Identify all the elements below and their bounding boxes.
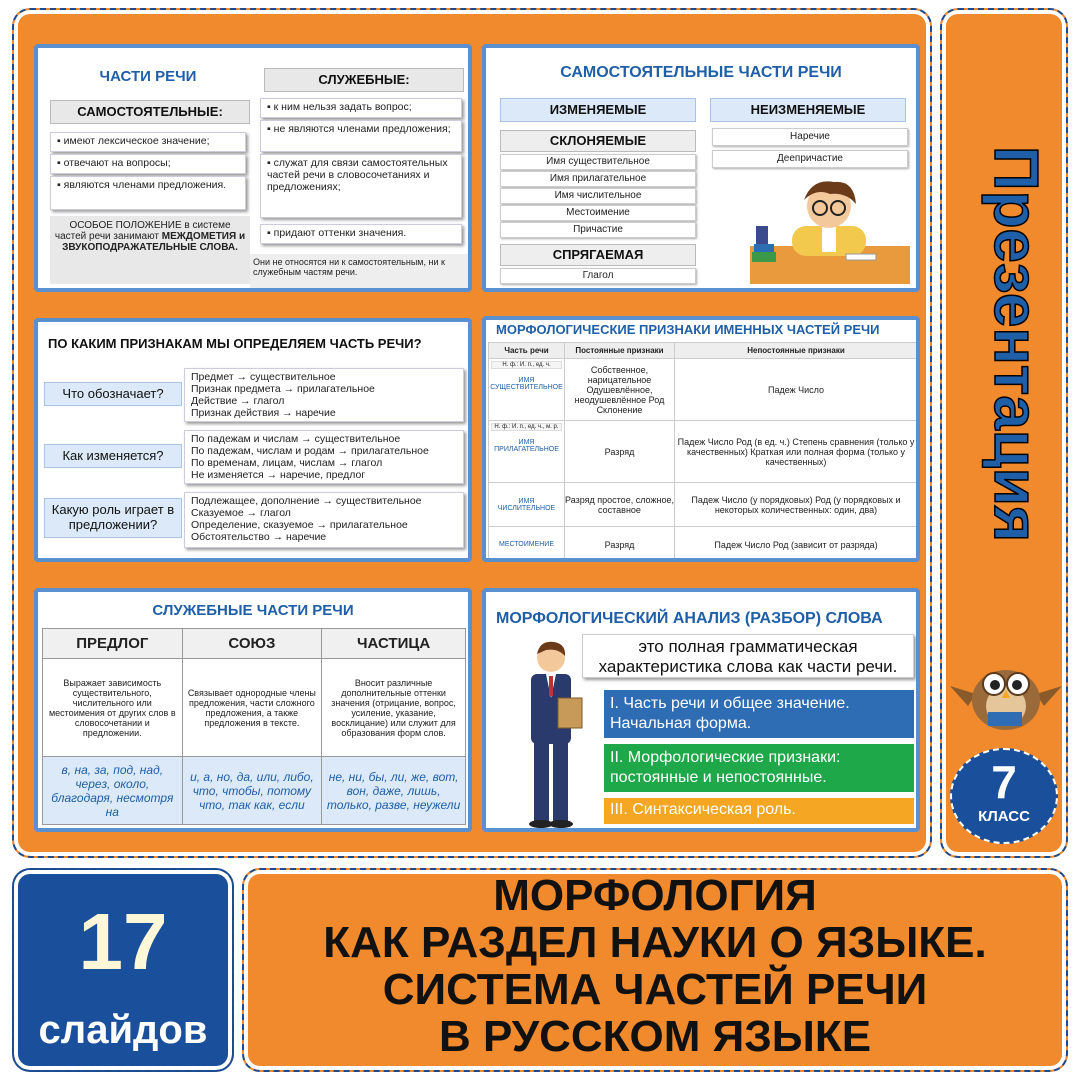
list-item: Причастие — [500, 222, 696, 238]
slide-nominal-features — [482, 316, 920, 562]
column-header: ЧАСТИЦА — [322, 629, 466, 659]
list-item: Имя существительное — [500, 154, 696, 170]
independent-header: САМОСТОЯТЕЛЬНЫЕ: — [50, 100, 250, 124]
list-item: Имя числительное — [500, 188, 696, 204]
unchangeable-header: НЕИЗМЕНЯЕМЫЕ — [710, 98, 906, 122]
slide-count: 17 — [78, 897, 168, 986]
list-item: ▪ не являются членами предложения; — [260, 120, 462, 152]
question-label: Какую роль играет в предложении? — [44, 498, 182, 538]
student-illustration — [742, 174, 912, 286]
list-item: ▪ имеют лексическое значение; — [50, 132, 246, 152]
answer-box: По падежам и числам → существительное По падежам, числам и родам → прилагательное По временам, лицам, числам → глагол Не изменяется → наречие, предлог — [184, 430, 464, 484]
table-row: Н. ф.: И. п., ед. ч. ИМЯ СУЩЕСТВИТЕЛЬНОЕ Собственное, нарицательное Одушевлённое, неодушевлённое Род Склонение Падеж Число — [489, 359, 918, 421]
column-header: Постоянные признаки — [565, 343, 675, 359]
answer-box: Подлежащее, дополнение → существительное Сказуемое → глагол Определение, сказуемое → прилагательное Обстоятельство → наречие — [184, 492, 464, 548]
teacher-illustration — [506, 636, 596, 832]
slide-morph-analysis — [482, 588, 920, 832]
slide-count-label: слайдов — [38, 1008, 208, 1052]
column-header: ПРЕДЛОГ — [43, 629, 183, 659]
list-item: ▪ отвечают на вопросы; — [50, 154, 246, 174]
list-item: ▪ придают оттенки значения. — [260, 224, 462, 244]
note-text: Они не относятся ни к самостоятельным, ни к служебным частям речи. — [250, 254, 468, 288]
answer-box: Предмет → существительное Признак предмета → прилагательное Действие → глагол Признак действия → наречие — [184, 368, 464, 422]
grade-label: КЛАСС — [978, 808, 1030, 825]
list-item: Деепричастие — [712, 150, 908, 168]
column-header: Непостоянные признаки — [675, 343, 918, 359]
slide-service-parts — [34, 588, 472, 832]
slide-title: МОРФОЛОГИЧЕСКИЕ ПРИЗНАКИ ИМЕННЫХ ЧАСТЕЙ РЕЧИ — [496, 322, 880, 337]
column-header: СОЮЗ — [182, 629, 322, 659]
table-row: МЕСТОИМЕНИЕ Разряд Падеж Число Род (зависит от разряда) — [489, 527, 918, 563]
column-header: Часть речи — [489, 343, 565, 359]
step-three: III. Синтаксическая роль. — [604, 798, 914, 824]
table-row: в, на, за, под, над, через, около, благодаря, несмотря на и, а, но, да, или, либо, что, чтобы, потому что, так как, если не, ни, бы, ли, же, вот, вон, даже, лишь, только, разве, неужели — [43, 757, 466, 825]
slide-title: ЧАСТИ РЕЧИ — [99, 68, 197, 85]
slide-title: МОРФОЛОГИЧЕСКИЙ АНАЛИЗ (РАЗБОР) СЛОВА — [496, 610, 883, 627]
vertical-word: Презентация — [981, 145, 1050, 543]
grade-number: 7 — [991, 756, 1017, 808]
step-two: II. Морфологические признаки: постоянные и непостоянные. — [604, 744, 914, 792]
list-item: ▪ являются членами предложения. — [50, 176, 246, 210]
table-row: Выражает зависимость существительного, числительного или местоимения от других слов в словосочетании и предложении. Связывает однородные члены предложения, части сложного предложения, а также предложения в тексте. Вносит различные дополнительные оттенки значения (отрицание, вопрос, усиление, указание, восклицание) или служит для образования форм слов. — [43, 659, 466, 757]
declinable-header: СКЛОНЯЕМЫЕ — [500, 130, 696, 152]
list-item: Имя прилагательное — [500, 171, 696, 187]
service-header: СЛУЖЕБНЫЕ: — [264, 68, 464, 92]
list-item: Наречие — [712, 128, 908, 146]
owl-icon — [948, 646, 1064, 736]
list-item: ▪ к ним нельзя задать вопрос; — [260, 98, 462, 118]
slide-title: САМОСТОЯТЕЛЬНЫЕ ЧАСТИ РЕЧИ — [560, 64, 842, 81]
feature-row — [44, 492, 468, 548]
title-line: КАК РАЗДЕЛ НАУКИ О ЯЗЫКЕ. — [323, 918, 987, 967]
main-title — [250, 872, 1060, 1060]
question-label: Как изменяется? — [44, 444, 182, 468]
grade-badge — [950, 748, 1058, 844]
conjugated-header: СПРЯГАЕМАЯ — [500, 244, 696, 266]
definition-box: это полная грамматическая характеристика слова как части речи. — [582, 634, 914, 678]
slide-title: ПО КАКИМ ПРИЗНАКАМ МЫ ОПРЕДЕЛЯЕМ ЧАСТЬ РЕЧИ? — [48, 336, 422, 351]
features-table — [488, 342, 918, 562]
step-one: I. Часть речи и общее значение. Начальная форма. — [604, 690, 914, 738]
changeable-header: ИЗМЕНЯЕМЫЕ — [500, 98, 696, 122]
title-line: МОРФОЛОГИЯ — [493, 871, 817, 920]
list-item: ▪ служат для связи самостоятельных частей речи в словосочетаниях и предложениях; — [260, 154, 462, 218]
slide-title: СЛУЖЕБНЫЕ ЧАСТИ РЕЧИ — [152, 602, 354, 619]
title-line: В РУССКОМ ЯЗЫКЕ — [438, 1012, 872, 1061]
feature-row — [44, 430, 468, 484]
table-row: Н. ф.: И. п., ед. ч., м. р. ИМЯ ПРИЛАГАТЕЛЬНОЕ Разряд Падеж Число Род (в ед. ч.) Степень сравнения (только у качественных) Краткая или полная форма (только у качественных) — [489, 421, 918, 483]
question-label: Что обозначает? — [44, 382, 182, 406]
list-item: Местоимение — [500, 205, 696, 221]
slide-identify-features — [34, 318, 472, 562]
list-item: Глагол — [500, 268, 696, 284]
feature-row — [44, 368, 468, 422]
special-position-note: ОСОБОЕ ПОЛОЖЕНИЕ в системе частей речи занимают МЕЖДОМЕТИЯ и ЗВУКОПОДРАЖАТЕЛЬНЫЕ СЛОВА. — [50, 216, 250, 284]
table-row: ИМЯ ЧИСЛИТЕЛЬНОЕ Разряд простое, сложное, составное Падеж Число (у порядковых) Род (у порядковых и некоторых количественных: один, два) — [489, 483, 918, 527]
title-line: СИСТЕМА ЧАСТЕЙ РЕЧИ — [382, 965, 928, 1014]
slide-parts-of-speech — [34, 44, 472, 292]
service-table — [42, 628, 466, 825]
slide-independent-parts — [482, 44, 920, 292]
